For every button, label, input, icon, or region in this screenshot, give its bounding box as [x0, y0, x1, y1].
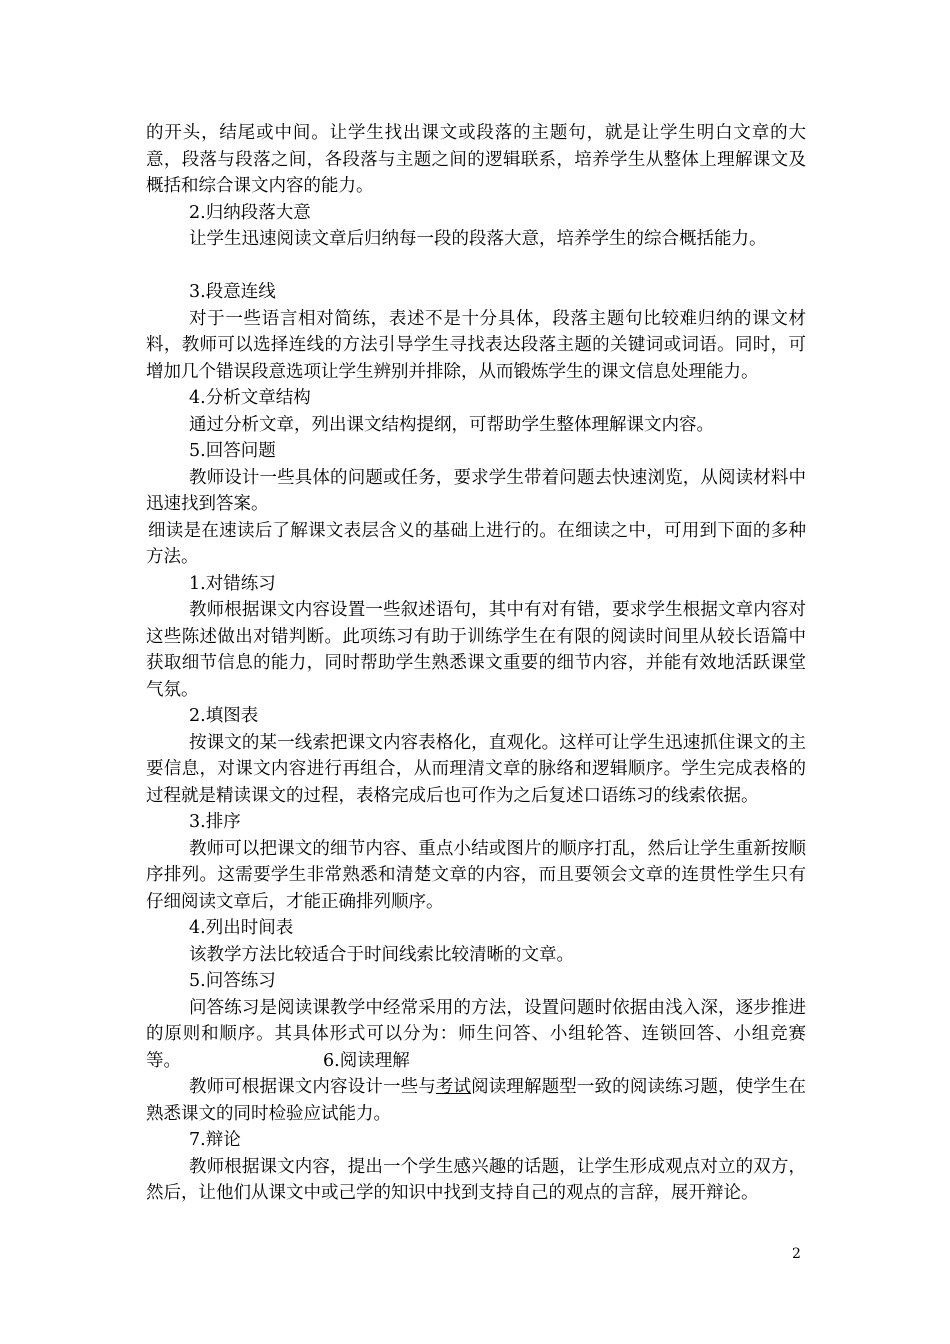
paragraph: 的开头，结尾或中间。让学生找出课文或段落的主题句，就是让学生明白文章的大意，段落与段落之间，各段落与主题之间的逻辑联系，培养学生从整体上理解课文及概括和综合课文内容的能力。: [146, 123, 806, 196]
document-body: [146, 120, 806, 1207]
section-heading: 1.对错练习: [189, 573, 276, 594]
paragraph: 教师设计一些具体的问题或任务，要求学生带着问题去快速浏览，从阅读材料中迅速找到答案。: [146, 467, 806, 514]
paragraph: 让学生迅速阅读文章后归纳每一段的段落大意，培养学生的综合概括能力。: [189, 229, 767, 249]
paragraph-text: 教师可根据课文内容设计一些与: [189, 1077, 436, 1097]
paragraph-text: 问答练习是阅读课教学中经常采用的方法，设置问题时依据由浅入深，逐步推进的原则和顺序。其具体形式可以分为：师生问答、小组轮答、连锁回答、小组竞赛等。: [146, 997, 806, 1071]
section-heading: 2.填图表: [189, 706, 259, 726]
section-heading: 2.归纳段落大意: [189, 202, 311, 223]
paragraph: [146, 995, 806, 1075]
section-heading: 5.回答问题: [189, 441, 276, 461]
section-heading: 3.段意连线: [189, 282, 276, 302]
section-heading: 3.排序: [189, 812, 241, 832]
paragraph: 对于一些语言相对简练，表述不是十分具体，段落主题句比较难归纳的课文材料，教师可以选择连线的方法引导学生寻找表达段落主题的关键词或词语。同时，可增加几个错误段意选项让学生辨别并排除，从而锻炼学生的课文信息处理能力。: [146, 308, 806, 382]
paragraph: 通过分析文章，列出课文结构提纲，可帮助学生整体理解课文内容。: [189, 414, 714, 435]
paragraph: 该教学方法比较适合于时间线索比较清晰的文章。: [189, 944, 574, 965]
paragraph-text: 阅读理解题型一致的阅读练习题，使学生在熟悉课文的同时检验应试能力。: [146, 1077, 807, 1124]
section-heading: 4.分析文章结构: [189, 388, 311, 408]
paragraph: 细读是在速读后了解课文表层含义的基础上进行的。在细读之中，可用到下面的多种方法。: [146, 520, 806, 567]
paragraph: 按课文的某一线索把课文内容表格化，直观化。这样可让学生迅速抓住课文的主要信息，对课文内容进行再组合，从而理清文章的脉络和逻辑顺序。学生完成表格的过程就是精读课文的过程，表格完成后也可作为之后复述口语练习的线索依据。: [146, 732, 806, 806]
blank-line: [146, 253, 806, 280]
exam-link[interactable]: 考试: [435, 1077, 472, 1097]
page-number: 2: [792, 1246, 801, 1262]
section-heading: 5.问答练习: [189, 971, 276, 991]
section-heading: 6.阅读理解: [323, 1050, 410, 1071]
section-heading: 7.辩论: [189, 1130, 241, 1150]
paragraph: 教师根据课文内容，提出一个学生感兴趣的话题，让学生形成观点对立的双方，然后，让他们从课文中或己学的知识中找到支持自己的观点的言辞，展开辩论。: [146, 1156, 806, 1203]
paragraph: 教师可以把课文的细节内容、重点小结或图片的顺序打乱，然后让学生重新按顺序排列。这需要学生非常熟悉和清楚文章的内容，而且要领会文章的连贯性学生只有仔细阅读文章后，才能正确排列顺序。: [146, 838, 806, 912]
paragraph: [146, 1074, 806, 1127]
paragraph: 教师根据课文内容设置一些叙述语句，其中有对有错，要求学生根据文章内容对这些陈述做出对错判断。此项练习有助于训练学生在有限的阅读时间里从较长语篇中获取细节信息的能力，同时帮助学生熟悉课文重要的细节内容，并能有效地活跃课堂气氛。: [146, 600, 806, 700]
section-heading: 4.列出时间表: [189, 918, 294, 938]
